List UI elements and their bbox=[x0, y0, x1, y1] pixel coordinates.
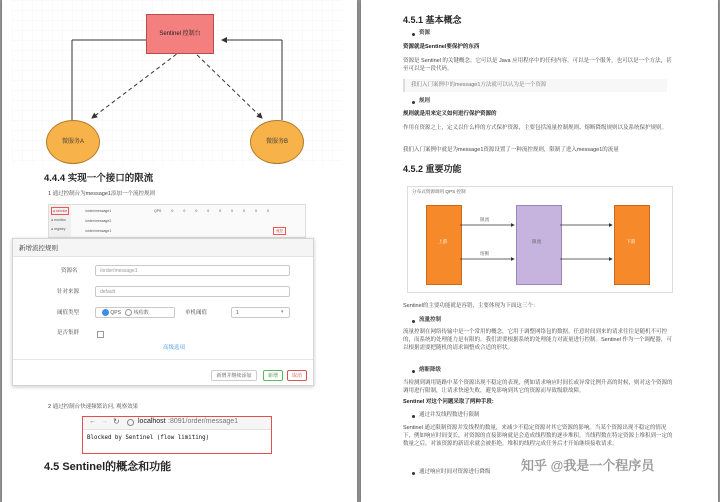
reload-icon[interactable]: ↻ bbox=[113, 417, 120, 426]
mini-table-cell: 0 bbox=[171, 209, 174, 213]
arrow-label-bottom: 熔断 bbox=[480, 251, 490, 256]
mini-sidebar-item: ● monitor bbox=[51, 218, 66, 222]
threshold-type-radio-group bbox=[95, 307, 175, 318]
mini-table-cell: QPS bbox=[154, 209, 162, 213]
degrade-bullet: 熔断降级 bbox=[419, 367, 442, 373]
functions-intro: Sentinel的主要功能就是容错，主要体现为下面这三个： bbox=[403, 303, 539, 309]
threads-description: Sentinel 通过限制资源并发线程的数量，来减少不稳定资源对其它资源的影响。当某个资源出现不稳定的情况下，例如响应时间变长，对资源的直接影响就是会造成线程数的逐步堆积。当线程数在特定资源上堆积到一定的数量之后，对该资源的新请求就会被拒绝。堆积的线程完成任务后才开始继续接收请求。 bbox=[403, 425, 673, 447]
threads-bullet: 通过并发线程数进行限制 bbox=[419, 412, 480, 418]
section-heading-451: 4.5.1 基本概念 bbox=[403, 15, 462, 25]
bullet-icon bbox=[412, 472, 415, 475]
add-and-continue-button[interactable]: 新增并继续添加 bbox=[211, 370, 257, 381]
qps-radio-icon[interactable] bbox=[102, 309, 109, 316]
flow-control-description: 流量控制在网络传输中是一个常用的概念，它用于调整网络包的数据。任意时间到来的请求往往是随机不可控的，而系统的处理能力是有限的。我们需要根据系统的处理能力对流量进行控制。Sentinel 作为一个调配器，可以根据需要把随机的请求调整成合适的形状。 bbox=[403, 329, 672, 351]
arrow-label-top: 限流 bbox=[480, 217, 490, 222]
section-heading-444: 4.4.4 实现一个接口的限流 bbox=[44, 173, 154, 184]
zhihu-watermark: 知乎 @我是一个程序员 bbox=[521, 458, 655, 473]
rule-example: 我们入门案例中就是为message1资源设置了一种流控规则，限制了进入message1的流量 bbox=[403, 147, 619, 153]
cancel-button[interactable]: 取消 bbox=[287, 370, 307, 381]
bullet-icon bbox=[412, 101, 415, 104]
bullet-icon bbox=[412, 33, 415, 36]
qps-radio-label[interactable]: QPS bbox=[110, 310, 121, 316]
mini-sidebar-item: ● registry bbox=[51, 227, 66, 231]
two-means-text: Sentinel 对这个问题采取了两种手段: bbox=[403, 399, 494, 405]
step-2-text: 2 通过控制台快速频繁访问, 观察效果 bbox=[48, 404, 139, 410]
mini-table-cell: 0 bbox=[255, 209, 258, 213]
left-document-page bbox=[2, 0, 357, 502]
resource-bullet: 资源 bbox=[419, 30, 431, 36]
advanced-options-link[interactable]: 高级选项 bbox=[163, 345, 186, 351]
stepper-arrow-icon[interactable]: ▾ bbox=[281, 309, 284, 315]
diagram-arrows bbox=[408, 187, 672, 292]
add-button[interactable]: 新增 bbox=[263, 370, 283, 381]
flow-control-bullet: 流量控制 bbox=[419, 317, 442, 323]
mini-console-screenshot bbox=[48, 204, 306, 238]
mini-table-cell: 0 bbox=[207, 209, 210, 213]
mini-table-cell: 0 bbox=[219, 209, 222, 213]
section-heading-45: 4.5 Sentinel的概念和功能 bbox=[44, 461, 172, 473]
bullet-icon bbox=[412, 370, 415, 373]
threads-radio-icon[interactable] bbox=[125, 309, 132, 316]
rule-description: 作用在资源之上，定义以什么样的方式保护资源，主要包括流量控制规则、熔断降级规则以及系统保护规则。 bbox=[403, 125, 668, 131]
cluster-checkbox[interactable] bbox=[97, 331, 104, 338]
resource-name-input[interactable]: /order/message1 bbox=[95, 265, 290, 276]
downstream-label: 下游 bbox=[626, 239, 636, 244]
dialog-title: 新增流控规则 bbox=[19, 245, 58, 252]
resource-description: 资源是 Sentinel 的关键概念。它可以是 Java 应用程序中的任何内容，可以是一个服务，也可以是一个方法，甚至可以是一段代码。 bbox=[403, 58, 672, 72]
browser-toolbar bbox=[83, 417, 271, 430]
microservice-a-node: 微服务A bbox=[46, 120, 100, 164]
right-document-page bbox=[361, 0, 718, 502]
threads-radio-label[interactable]: 线程数 bbox=[133, 310, 149, 316]
back-arrow-icon[interactable]: ← bbox=[89, 418, 96, 425]
mini-sidebar-item: ● service bbox=[53, 209, 68, 213]
sentinel-console-node: Sentinel 控制台 bbox=[146, 14, 214, 54]
response-time-bullet: 通过响应时间对资源进行降级 bbox=[419, 469, 491, 475]
limiter-label: 限流 bbox=[532, 239, 542, 244]
microservice-b-node: 微服务B bbox=[250, 120, 304, 164]
cluster-label: 是否集群 bbox=[57, 330, 80, 336]
mini-table-cell: 0 bbox=[231, 209, 234, 213]
mini-table-cell: 0 bbox=[183, 209, 186, 213]
resource-bold-text: 资源就是Sentinel要保护的东西 bbox=[403, 44, 480, 50]
mini-table-cell: 0 bbox=[195, 209, 198, 213]
degrade-description: 当检测到调用链路中某个资源出现不稳定的表现，例如请求响应时间长或异常比例升高的时候，则对这个资源的调用进行限制，让请求快速失败，避免影响到其它的资源而导致级联故障。 bbox=[403, 380, 673, 394]
browser-window bbox=[82, 416, 272, 454]
mini-table-row: /order/message2 bbox=[85, 219, 112, 223]
mini-sidebar bbox=[49, 205, 71, 237]
mini-table-cell: 0 bbox=[243, 209, 246, 213]
threshold-value-label: 单机阈值 bbox=[185, 310, 208, 316]
url-host[interactable]: localhost bbox=[138, 418, 166, 425]
section-heading-452: 4.5.2 重要功能 bbox=[403, 164, 462, 174]
site-info-icon[interactable] bbox=[127, 419, 134, 426]
bullet-icon bbox=[412, 415, 415, 418]
forward-arrow-icon[interactable]: → bbox=[101, 418, 108, 425]
resource-name-label: 资源名 bbox=[61, 268, 78, 274]
mini-table-values bbox=[154, 208, 269, 234]
mini-flow-rule-button[interactable]: 流控 bbox=[273, 227, 286, 235]
rule-bullet: 规则 bbox=[419, 98, 431, 104]
rule-bold-text: 规则就是用来定义如何进行保护资源的 bbox=[403, 111, 497, 117]
bullet-icon bbox=[412, 320, 415, 323]
upstream-label: 上游 bbox=[438, 239, 448, 244]
mini-table-cell: 0 bbox=[267, 209, 269, 213]
limit-app-label: 针对来源 bbox=[57, 289, 80, 295]
mini-table-row: /order/message1 bbox=[85, 209, 112, 213]
resource-note-text: 我们入门案例中的message1方法就可以认为是一个资源 bbox=[411, 82, 547, 88]
limit-app-input[interactable]: default bbox=[95, 286, 290, 297]
dialog-header bbox=[13, 239, 313, 257]
url-path[interactable]: :8091/order/message1 bbox=[168, 418, 239, 425]
threshold-type-label: 阈值类型 bbox=[57, 310, 80, 316]
step-1-text: 1 通过控制台为message1添加一个流控规则 bbox=[48, 191, 155, 197]
blocked-message: Blocked by Sentinel (flow limiting) bbox=[87, 435, 210, 441]
dialog-footer-divider bbox=[13, 359, 313, 360]
diagram-caption: 分布式资源调用 QPS 控制 bbox=[412, 189, 466, 194]
threshold-value-input[interactable]: 1 bbox=[231, 307, 290, 318]
features-diagram bbox=[407, 186, 673, 293]
mini-table-row: /order/message1 bbox=[85, 229, 112, 233]
flow-rule-dialog bbox=[12, 238, 314, 386]
